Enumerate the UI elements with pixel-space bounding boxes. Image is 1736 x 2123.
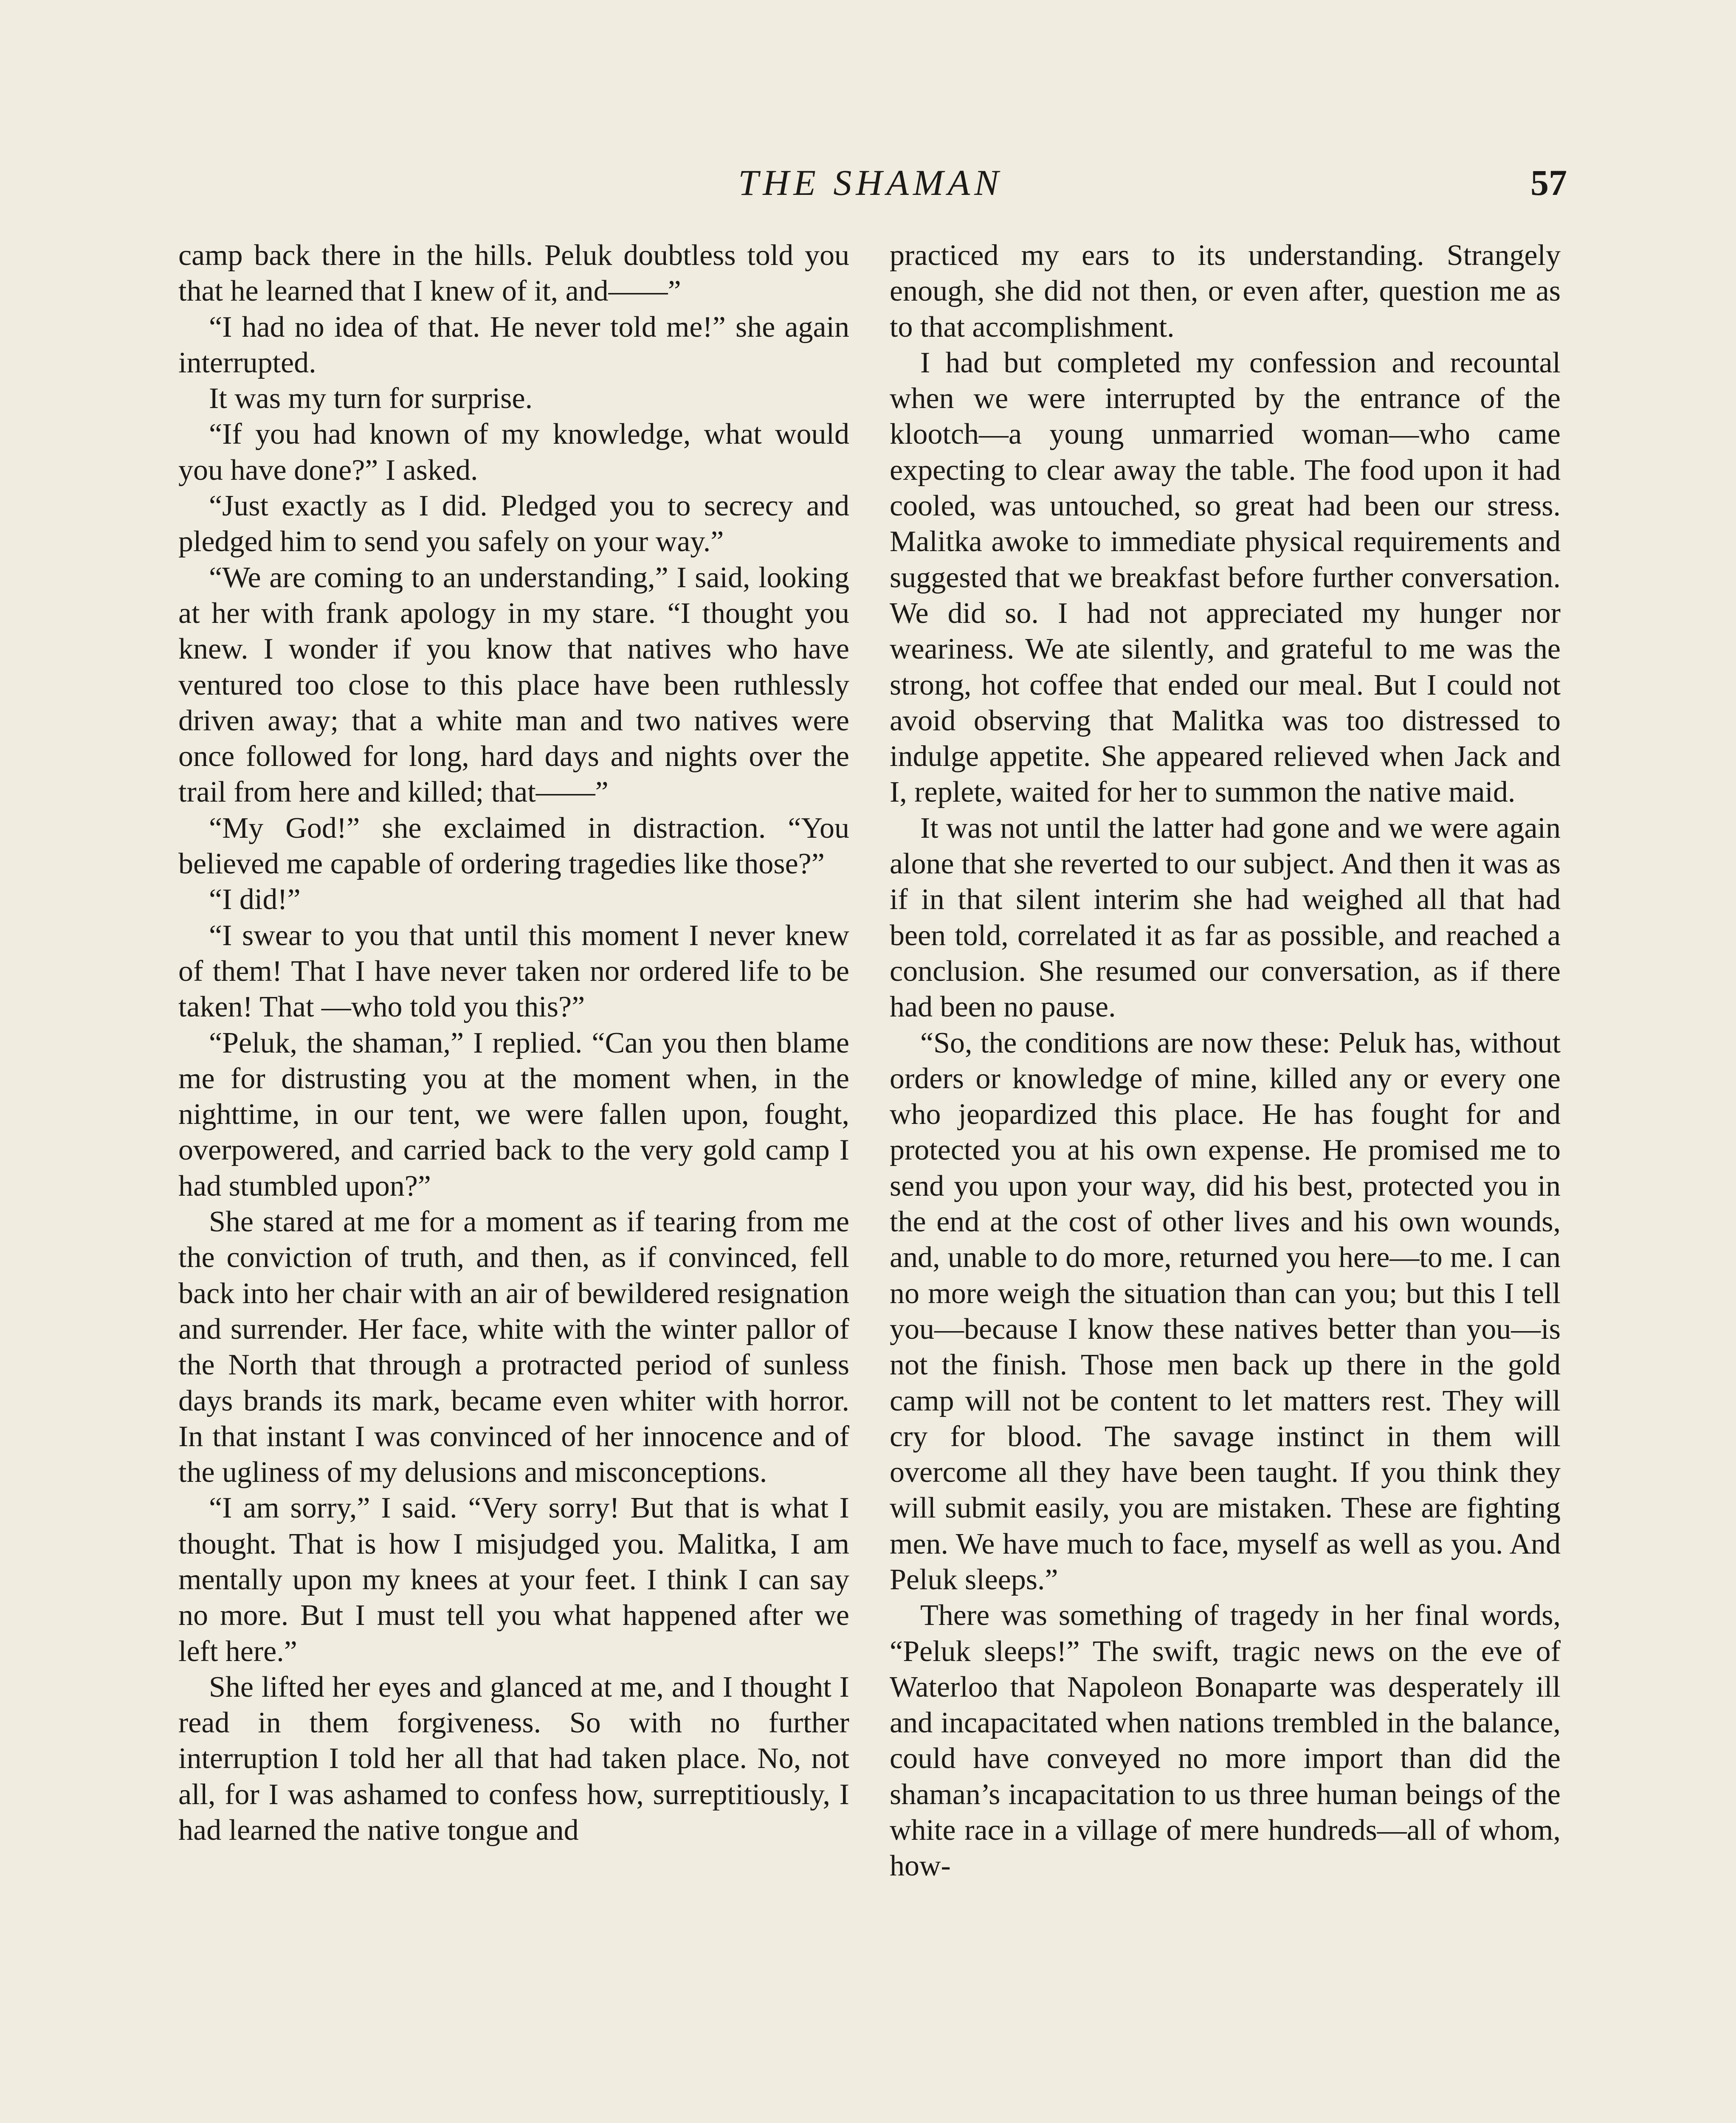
paragraph: “I swear to you that until this moment I never knew of them! That I have never taken nor ordered life to be taken! That —who told you this?”	[178, 919, 849, 1024]
running-title: THE SHAMAN	[738, 162, 1003, 203]
left-column	[178, 238, 849, 1848]
paragraph: “If you had known of my knowledge, what would you have done?” I asked.	[178, 418, 849, 487]
right-column	[890, 238, 1561, 1884]
paragraph: “So, the conditions are now these: Peluk has, without orders or knowledge of mine, killed any or every one who jeopardized this place. He has fought for and protected you at his own expense. He promised me to send you upon your way, did his best, protected you in the end at the cost of other lives and his own wounds, and, unable to do more, returned you here—to me. I can no more weigh the situation than can you; but this I tell you—because I know these natives better than you—is not the finish. Those men back up there in the gold camp will not be content to let matters rest. They will cry for blood. The savage instinct in them will overcome all they have been taught. If you think they will submit easily, you are mistaken. These are fighting men. We have much to face, myself as well as you. And Peluk sleeps.”	[890, 1026, 1561, 1596]
paragraph: practiced my ears to its understanding. Strangely enough, she did not then, or even after, question me as to that accomplishment.	[890, 239, 1561, 344]
paragraph: “We are coming to an understanding,” I said, looking at her with frank apology in my stare. “I thought you knew. I wonder if you know that natives who have ventured too close to this place have been ruthlessly driven away; that a white man and two natives were once followed for long, hard days and nights over the trail from here and killed; that——”	[178, 561, 849, 809]
paragraph: I had but completed my confession and recountal when we were interrupted by the entrance of the klootch—a young unmarried woman—who came expecting to clear away the table. The food upon it had cooled, was untouched, so great had been our stress. Malitka awoke to immediate physical requirements and suggested that we breakfast before further conversation. We did so. I had not appreciated my hunger nor weariness. We ate silently, and grateful to me was the strong, hot coffee that ended our meal. But I could not avoid observing that Malitka was too distressed to indulge appetite. She appeared relieved when Jack and I, replete, waited for her to summon the native maid.	[890, 346, 1561, 809]
paragraph: “My God!” she exclaimed in distraction. “You believed me capable of ordering tragedies like those?”	[178, 811, 849, 881]
paragraph: She stared at me for a moment as if tearing from me the conviction of truth, and then, as if convinced, fell back into her chair with an air of bewildered resignation and surrender. Her face, white with the winter pallor of the North that through a protracted period of sunless days brands its mark, became even whiter with horror. In that instant I was convinced of her innocence and of the ugliness of my delusions and misconceptions.	[178, 1205, 849, 1489]
paragraph: There was something of tragedy in her final words, “Peluk sleeps!” The swift, tragic news on the eve of Waterloo that Napoleon Bonaparte was desperately ill and incapacitated when nations trembled in the balance, could have conveyed no more import than did the shaman’s incapacitation to us three human beings of the white race in a village of mere hundreds—all of whom, how-	[890, 1599, 1561, 1883]
paragraph: “I did!”	[209, 883, 301, 916]
paragraph: camp back there in the hills. Peluk doubtless told you that he learned that I knew of it, and——”	[178, 239, 849, 308]
page-number: 57	[1530, 162, 1567, 203]
paragraph: It was my turn for surprise.	[209, 382, 533, 415]
paragraph: “Peluk, the shaman,” I replied. “Can you then blame me for distrusting you at the moment when, in the nighttime, in our tent, we were fallen upon, fought, overpowered, and carried back to the very gold camp I had stumbled upon?”	[178, 1026, 849, 1202]
paragraph: “I had no idea of that. He never told me!” she again interrupted.	[178, 310, 849, 379]
paragraph: She lifted her eyes and glanced at me, and I thought I read in them forgiveness. So with no further interruption I told her all that had taken place. No, not all, for I was ashamed to confess how, surreptitiously, I had learned the native tongue and	[178, 1670, 849, 1847]
paragraph: “I am sorry,” I said. “Very sorry! But that is what I thought. That is how I misjudged you. Malitka, I am mentally upon my knees at your feet. I think I can say no more. But I must tell you what happened after we left here.”	[178, 1492, 849, 1668]
paragraph: “Just exactly as I did. Pledged you to secrecy and pledged him to send you safely on your way.”	[178, 490, 849, 558]
page-header	[0, 153, 1736, 212]
paragraph: It was not until the latter had gone and we were again alone that she reverted to our subject. And then it was as if in that silent interim she had weighed all that had been told, correlated it as far as possible, and reached a conclusion. She resumed our conversation, as if there had been no pause.	[890, 811, 1561, 1024]
